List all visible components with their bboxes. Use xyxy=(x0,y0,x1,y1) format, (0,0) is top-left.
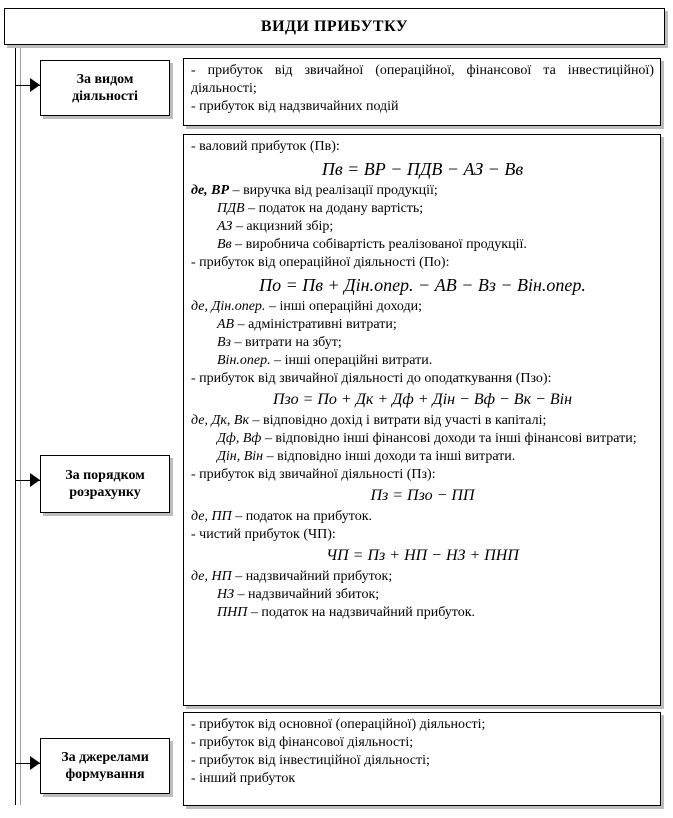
category-label: За джерелами формування xyxy=(61,750,149,782)
definition-text: – надзвичайний прибуток; xyxy=(231,569,393,584)
list-item: - прибуток від основної (операційної) діяльності; xyxy=(191,717,486,732)
ordinary-profit-formula: Пз = Пзо − ПП xyxy=(370,487,475,504)
definition-symbol: де, Дк, Вк xyxy=(191,413,250,428)
content-activity-type xyxy=(183,58,661,126)
definition-symbol: де, НП xyxy=(191,569,232,584)
list-item: - прибуток від звичайної (операційної, фінансової та інвестиційної) діяльності; xyxy=(191,63,654,96)
pretax-profit-formula: Пзо = По + Дк + Дф + Дін − Вф − Вк − Він xyxy=(272,391,573,408)
operating-profit-heading: - прибуток від операційної діяльності (По): xyxy=(191,255,450,270)
definition-line xyxy=(191,568,654,586)
gross-profit-heading: - валовий прибуток (Пв): xyxy=(191,139,340,154)
category-formation-sources xyxy=(40,738,170,794)
content-calculation-order xyxy=(183,134,661,706)
definition-line xyxy=(191,200,654,218)
definition-text: – відповідно інші доходи та інші витрати. xyxy=(263,449,516,464)
definition-text: – податок на надзвичайний прибуток. xyxy=(247,605,476,620)
arrow-icon xyxy=(30,473,40,487)
definition-symbol: ПНП xyxy=(217,605,248,620)
gross-profit-formula: Пв = ВР − ПДВ − АЗ − Вв xyxy=(321,159,524,179)
arrow-icon xyxy=(30,78,40,92)
definition-symbol: де, ВР xyxy=(191,183,230,198)
definition-line xyxy=(191,586,654,604)
definition-symbol: де, ПП xyxy=(191,509,232,524)
definition-line xyxy=(191,508,654,526)
definition-text: – податок на додану вартість; xyxy=(244,201,424,216)
definition-line xyxy=(191,352,654,370)
category-calculation-order xyxy=(40,455,170,513)
arrow-icon xyxy=(30,756,40,770)
operating-profit-formula: По = Пв + Дін.опер. − АВ − Вз − Він.опер. xyxy=(259,275,586,295)
category-activity-type xyxy=(40,60,170,116)
definition-symbol: Вв xyxy=(217,237,232,252)
definition-line xyxy=(191,430,654,448)
ordinary-profit-heading: - прибуток від звичайної діяльності (Пз): xyxy=(191,467,436,482)
category-label: За порядком розрахунку xyxy=(65,468,145,500)
definition-symbol: Дф, Вф xyxy=(217,431,262,446)
definition-symbol: де, Дін.опер. xyxy=(191,299,266,314)
definition-line xyxy=(191,218,654,236)
net-profit-heading: - чистий прибуток (ЧП): xyxy=(191,527,336,542)
definition-text: – витрати на збут; xyxy=(231,335,342,350)
category-label: За видом діяльності xyxy=(72,72,138,104)
content-formation-sources xyxy=(183,712,661,806)
list-item: - прибуток від фінансової діяльності; xyxy=(191,735,414,750)
definition-symbol: НЗ xyxy=(217,587,235,602)
tree-trunk-line xyxy=(15,45,16,805)
definition-symbol: АЗ xyxy=(217,219,233,234)
definition-text: – інші операційні витрати. xyxy=(270,353,433,368)
definition-line xyxy=(191,448,654,466)
diagram-title: ВИДИ ПРИБУТКУ xyxy=(4,8,665,45)
definition-text: – відповідно дохід і витрати від участі в капіталі; xyxy=(249,413,547,428)
definition-line xyxy=(191,182,654,200)
definition-text: – інші операційні доходи; xyxy=(265,299,423,314)
definition-text: – відповідно інші фінансові доходи та інші фінансові витрати; xyxy=(261,431,637,446)
tree-trunk-shadow-line xyxy=(20,45,21,805)
definition-line xyxy=(191,604,654,622)
definition-symbol: Вз xyxy=(217,335,232,350)
list-item: - прибуток від надзвичайних подій xyxy=(191,99,399,114)
definition-line xyxy=(191,334,654,352)
pretax-profit-heading: - прибуток від звичайної діяльності до оподаткування (Пзо): xyxy=(191,371,552,386)
list-item: - прибуток від інвестиційної діяльності; xyxy=(191,753,430,768)
definition-symbol: Дін, Він xyxy=(217,449,264,464)
definition-symbol: Він.опер. xyxy=(217,353,271,368)
net-profit-formula: ЧП = Пз + НП − НЗ + ПНП xyxy=(326,547,519,564)
definition-text: – податок на прибуток. xyxy=(231,509,373,524)
definition-text: – надзвичайний збиток; xyxy=(234,587,380,602)
definition-symbol: ПДВ xyxy=(217,201,245,216)
definition-text: – адміністративні витрати; xyxy=(234,317,397,332)
definition-line xyxy=(191,412,654,430)
definition-symbol: АВ xyxy=(217,317,235,332)
definition-line xyxy=(191,236,654,254)
definition-line xyxy=(191,298,654,316)
definition-text: – виручка від реалізації продукції; xyxy=(229,183,438,198)
definition-text: – виробнича собівартість реалізованої продукції. xyxy=(231,237,527,252)
definition-text: – акцизний збір; xyxy=(232,219,334,234)
list-item: - інший прибуток xyxy=(191,771,296,786)
definition-line xyxy=(191,316,654,334)
